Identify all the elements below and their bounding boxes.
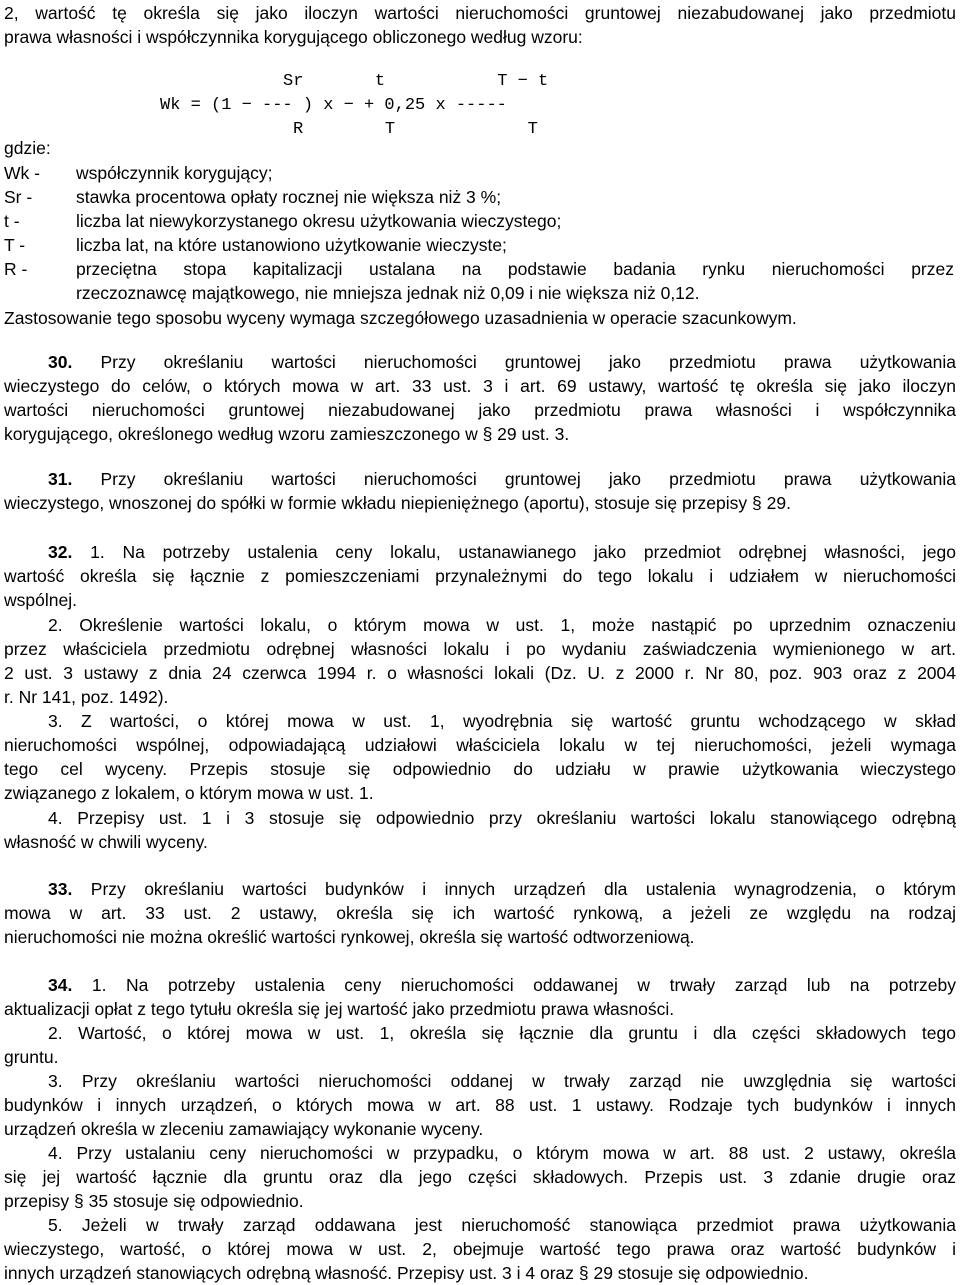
section-32-line: własność w chwili wyceny.	[4, 832, 208, 852]
section-34-line: 2. Wartość, o której mowa w ust. 1, określa się łącznie dla gruntu i dla części składowych tego	[48, 1023, 956, 1043]
legend-item	[4, 209, 956, 233]
formula-top: Sr t T − t	[283, 72, 549, 91]
section-33-line: nieruchomości nie można określić wartości rynkowej, określa się wartość odtworzeniową.	[4, 927, 695, 947]
legend-text: liczba lat niewykorzystanego okresu użytkowania wieczystego;	[76, 211, 562, 231]
section-34-line: budynków i innych urządzeń, o których mowa w art. 88 ust. 1 ustawy. Rodzaje tych budynków i innych	[4, 1095, 956, 1115]
section-32-line: związanego z lokalem, o którym mowa w ust. 1.	[4, 783, 374, 803]
section-34-line: gruntu.	[4, 1047, 59, 1067]
section-number: 30.	[48, 352, 73, 372]
section-number: 32.	[48, 542, 73, 562]
section-32-line: wspólnej.	[4, 590, 77, 610]
section-32-line: 2. Określenie wartości lokalu, o którym mowa w ust. 1, może nastąpić po uprzednim oznaczeniu	[48, 615, 956, 635]
section-34-line: 4. Przy ustalaniu ceny nieruchomości w przypadku, o którym mowa w art. 88 ust. 2 ustawy, określa	[48, 1143, 956, 1163]
legend-note: Zastosowanie tego sposobu wyceny wymaga szczegółowego uzasadnienia w operacie szacunkowym.	[4, 308, 797, 328]
section-32-line: 2 ust. 3 ustawy z dnia 24 czerwca 1994 r. o własności lokali (Dz. U. z 2000 r. Nr 80, poz. 903 oraz z 2004	[4, 663, 956, 683]
section-32-line: przez właściciela przedmiotu odrębnej własności lokalu i po wydaniu zaświadczenia wymienionego w art.	[4, 639, 956, 659]
legend-intro: gdzie:	[4, 138, 51, 158]
section-32-line: wartość określa się łącznie z pomieszczeniami przynależnymi do tego lokalu i udziałem w nieruchomości	[4, 566, 956, 586]
section-34-line: 34. 1. Na potrzeby ustalenia ceny nieruchomości oddawanej w trwały zarząd lub na potrzeby	[48, 975, 956, 995]
section-30-line: 30. Przy określaniu wartości nieruchomości gruntowej jako przedmiotu prawa użytkowania	[48, 352, 956, 372]
legend-text-continued: rzeczoznawcę majątkowego, nie mniejsza jednak niż 0,09 i nie większa niż 0,12.	[76, 283, 700, 303]
text-line: prawa własności i współczynnika korygującego obliczonego według wzoru:	[4, 27, 583, 47]
section-30-line: wieczystego do celów, o których mowa w art. 33 ust. 3 i art. 69 ustawy, wartość tę określa się jako iloczyn	[4, 376, 956, 396]
text-line: 2, wartość tę określa się jako iloczyn wartości nieruchomości gruntowej niezabudowanej jako przedmiotu	[4, 3, 956, 23]
legend-item	[4, 233, 956, 257]
legend-text: współczynnik korygujący;	[76, 163, 273, 183]
formula-main: Wk = (1 − --- ) x − + 0,25 x -----	[160, 96, 507, 115]
legend-label: t -	[4, 211, 20, 231]
section-32-line: tego cel wyceny. Przepis stosuje się odpowiednio do udziału w prawie użytkowania wieczystego	[4, 759, 956, 779]
section-34-line: 5. Jeżeli w trwały zarząd oddawana jest nieruchomość stanowiąca przedmiot prawa użytkowania	[48, 1215, 956, 1235]
section-33-line: 33. Przy określaniu wartości budynków i innych urządzeń dla ustalenia wynagrodzenia, o którym	[48, 879, 956, 899]
legend-label: R -	[4, 259, 28, 279]
section-32-line: nieruchomości wspólnej, odpowiadającą udziałowi właściciela lokalu w tej nieruchomości, jeżeli wymaga	[4, 735, 956, 755]
section-31-line: 31. Przy określaniu wartości nieruchomości gruntowej jako przedmiotu prawa użytkowania	[48, 469, 956, 489]
section-32-line: 3. Z wartości, o której mowa w ust. 1, wyodrębnia się wartość gruntu wchodzącego w skład	[48, 711, 956, 731]
section-32-line: r. Nr 141, poz. 1492).	[4, 687, 169, 707]
section-34-line: przepisy § 35 stosuje się odpowiednio.	[4, 1191, 304, 1211]
section-34-line: wieczystego, wartość, o której mowa w ust. 2, obejmuje wartość tego prawa oraz wartość budynków i	[4, 1239, 956, 1259]
section-33-line: mowa w art. 33 ust. 2 ustawy, określa się ich wartość rynkową, a jeżeli ze względu na rodzaj	[4, 903, 956, 923]
legend-text: liczba lat, na które ustanowiono użytkowanie wieczyste;	[76, 235, 507, 255]
section-34-line: się jej wartość łącznie dla gruntu oraz dla jego części składowych. Przepis ust. 3 zdanie drugie oraz	[4, 1167, 956, 1187]
legend-label: Wk -	[4, 163, 40, 183]
section-30-line: korygującego, określonego według wzoru zamieszczonego w § 29 ust. 3.	[4, 424, 570, 444]
section-34-line: aktualizacji opłat z tego tytułu określa się jej wartość jako przedmiotu prawa własności.	[4, 999, 675, 1019]
legend-label: T -	[4, 235, 26, 255]
section-34-line: urządzeń określa w zleceniu zamawiający wykonanie wyceny.	[4, 1119, 484, 1139]
legend-item	[4, 185, 956, 209]
section-number: 34.	[48, 975, 73, 995]
section-number: 33.	[48, 879, 73, 899]
section-32-line: 32. 1. Na potrzeby ustalenia ceny lokalu, ustanawianego jako przedmiot odrębnej własności, jego	[48, 542, 957, 562]
section-34-line: 3. Przy określaniu wartości nieruchomości oddanej w trwały zarząd nie uwzględnia się wartości	[48, 1071, 956, 1091]
legend-item	[4, 161, 956, 185]
section-30-line: wartości nieruchomości gruntowej niezabudowanej jako przedmiotu prawa własności i współczynnika	[4, 400, 956, 420]
legend-text: stawka procentowa opłaty rocznej nie większa niż 3 %;	[76, 187, 502, 207]
section-34-line: innych urządzeń stanowiących odrębną własność. Przepisy ust. 3 i 4 oraz § 29 stosuje się odpowiednio.	[4, 1263, 809, 1283]
section-31-line: wieczystego, wnoszonej do spółki w formie wkładu niepieniężnego (aportu), stosuje się przepisy § 29.	[4, 493, 791, 513]
section-32-line: 4. Przepisy ust. 1 i 3 stosuje się odpowiednio przy określaniu wartości lokalu stanowiącego odrębną	[48, 808, 956, 828]
legend-item	[4, 257, 956, 281]
legend-label: Sr -	[4, 187, 33, 207]
formula-bottom: R T T	[293, 120, 538, 139]
section-number: 31.	[48, 469, 73, 489]
legend-text: przeciętna stopa kapitalizacji ustalana na podstawie badania rynku nieruchomości przez	[76, 259, 954, 279]
